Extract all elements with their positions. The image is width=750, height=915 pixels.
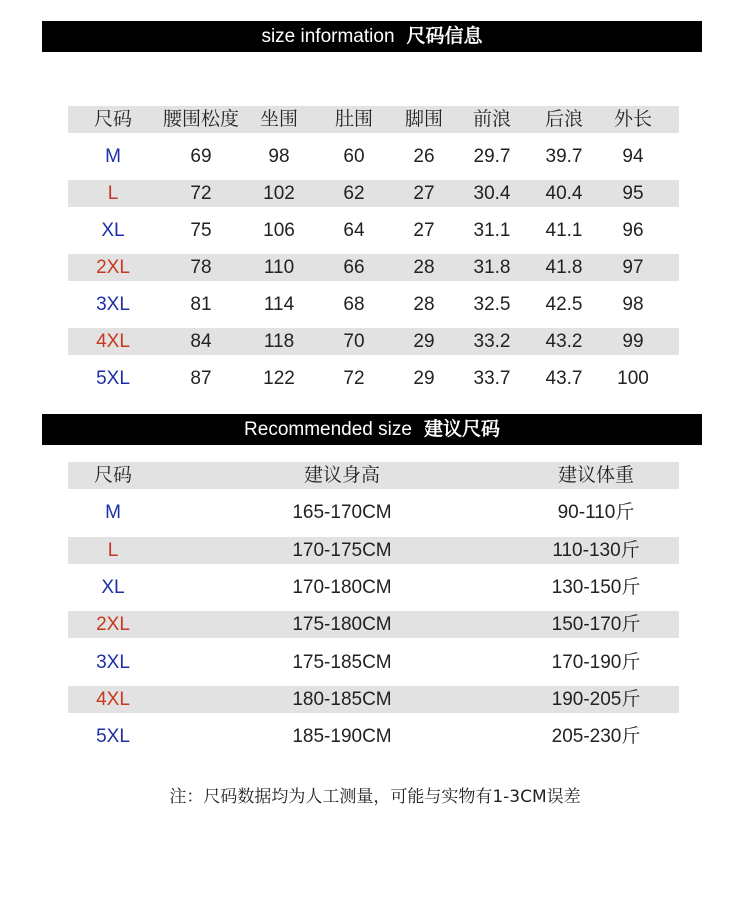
table-cell: 170-175CM — [292, 539, 392, 561]
table-cell: 28 — [413, 257, 435, 278]
table-cell: 95 — [622, 183, 644, 204]
table-cell: 150-170斤 — [551, 614, 641, 636]
table-cell: 27 — [413, 220, 435, 241]
size-label: 3XL — [96, 651, 130, 673]
table-row — [68, 365, 679, 392]
table-cell: 27 — [413, 183, 435, 204]
table-cell: 68 — [343, 294, 365, 315]
table-cell: 43.7 — [545, 368, 583, 389]
table-row — [68, 499, 679, 526]
recommended-title-cn: 建议尺码 — [423, 418, 500, 440]
size-info-header-cell: 外长 — [613, 108, 653, 130]
table-cell: 72 — [190, 183, 212, 204]
table-row — [68, 686, 679, 713]
table-cell: 175-185CM — [292, 651, 392, 673]
size-label: 4XL — [96, 688, 130, 710]
table-cell: 29 — [413, 368, 435, 389]
table-cell: 28 — [413, 294, 435, 315]
size-label: XL — [101, 576, 125, 598]
size-label: XL — [101, 220, 125, 241]
recommended-header-cell: 建议体重 — [557, 464, 635, 486]
table-cell: 180-185CM — [292, 688, 392, 710]
recommended-header-row — [68, 462, 679, 489]
size-info-title-cn: 尺码信息 — [406, 25, 483, 47]
table-cell: 110-130斤 — [552, 539, 640, 561]
size-info-banner — [42, 21, 702, 52]
recommended-header-cell: 建议身高 — [303, 464, 381, 486]
size-info-header-cell: 腰围松度 — [162, 108, 240, 130]
table-row — [68, 537, 679, 564]
table-cell: 29 — [413, 331, 435, 352]
table-cell: 170-190斤 — [551, 651, 641, 673]
table-cell: 84 — [190, 331, 212, 352]
table-cell: 90-110斤 — [557, 502, 635, 524]
table-row — [68, 143, 679, 170]
table-row — [68, 723, 679, 750]
table-cell: 31.1 — [473, 220, 511, 241]
table-row — [68, 291, 679, 318]
table-cell: 99 — [622, 331, 644, 352]
recommended-title-en: Recommended size — [244, 419, 412, 440]
table-cell: 130-150斤 — [551, 576, 641, 598]
table-cell: 78 — [190, 257, 212, 278]
table-row — [68, 649, 679, 676]
table-cell: 64 — [343, 220, 365, 241]
table-cell: 60 — [343, 146, 365, 167]
table-cell: 30.4 — [473, 183, 511, 204]
table-cell: 165-170CM — [292, 502, 392, 524]
table-cell: 75 — [190, 220, 212, 241]
table-cell: 175-180CM — [292, 614, 392, 636]
size-info-header-cell: 后浪 — [544, 108, 584, 130]
table-cell: 106 — [263, 220, 295, 241]
table-cell: 118 — [263, 331, 295, 352]
size-info-header-row — [68, 106, 679, 133]
size-label: 2XL — [96, 614, 130, 636]
table-cell: 32.5 — [473, 294, 511, 315]
size-label: 5XL — [96, 726, 130, 748]
measurement-note: 注：尺码数据均为人工测量，可能与实物有1-3CM误差 — [169, 787, 581, 807]
size-label: 3XL — [96, 294, 130, 315]
recommended-banner — [42, 414, 702, 445]
table-cell: 185-190CM — [292, 726, 392, 748]
table-cell: 33.2 — [473, 331, 511, 352]
table-cell: 31.8 — [473, 257, 511, 278]
table-row — [68, 180, 679, 207]
size-label: L — [107, 539, 119, 561]
size-label: 4XL — [96, 331, 130, 352]
size-label: M — [105, 502, 121, 524]
table-cell: 41.1 — [545, 220, 583, 241]
table-cell: 97 — [622, 257, 644, 278]
table-cell: 62 — [343, 183, 365, 204]
size-info-title-en: size information — [261, 26, 395, 47]
size-info-header-cell: 脚围 — [404, 108, 444, 130]
table-cell: 205-230斤 — [551, 726, 641, 748]
size-info-header-cell: 肚围 — [334, 108, 374, 130]
table-row — [68, 217, 679, 244]
table-cell: 114 — [263, 294, 295, 315]
table-cell: 81 — [190, 294, 212, 315]
size-label: 5XL — [96, 368, 130, 389]
table-cell: 102 — [263, 183, 295, 204]
table-cell: 39.7 — [545, 146, 583, 167]
table-cell: 87 — [190, 368, 212, 389]
table-cell: 40.4 — [545, 183, 583, 204]
table-row — [68, 611, 679, 638]
size-info-header-cell: 坐围 — [259, 108, 299, 130]
table-cell: 98 — [622, 294, 644, 315]
table-cell: 69 — [190, 146, 212, 167]
size-label: 2XL — [96, 257, 130, 278]
table-cell: 33.7 — [473, 368, 511, 389]
table-cell: 42.5 — [545, 294, 583, 315]
size-label: L — [107, 183, 119, 204]
table-cell: 66 — [343, 257, 365, 278]
size-info-header-cell: 尺码 — [93, 108, 133, 130]
table-cell: 72 — [343, 368, 365, 389]
table-row — [68, 574, 679, 601]
table-cell: 110 — [263, 257, 295, 278]
table-cell: 70 — [343, 331, 365, 352]
table-cell: 26 — [413, 146, 435, 167]
recommended-header-cell: 尺码 — [93, 464, 133, 486]
table-cell: 41.8 — [545, 257, 583, 278]
table-cell: 96 — [622, 220, 644, 241]
table-cell: 122 — [263, 368, 295, 389]
table-row — [68, 328, 679, 355]
table-cell: 29.7 — [473, 146, 511, 167]
table-cell: 190-205斤 — [551, 688, 641, 710]
size-label: M — [105, 146, 121, 167]
table-cell: 170-180CM — [292, 576, 392, 598]
table-cell: 94 — [622, 146, 644, 167]
table-cell: 43.2 — [545, 331, 583, 352]
table-cell: 100 — [617, 368, 649, 389]
table-cell: 98 — [268, 146, 290, 167]
size-info-header-cell: 前浪 — [472, 108, 512, 130]
table-row — [68, 254, 679, 281]
